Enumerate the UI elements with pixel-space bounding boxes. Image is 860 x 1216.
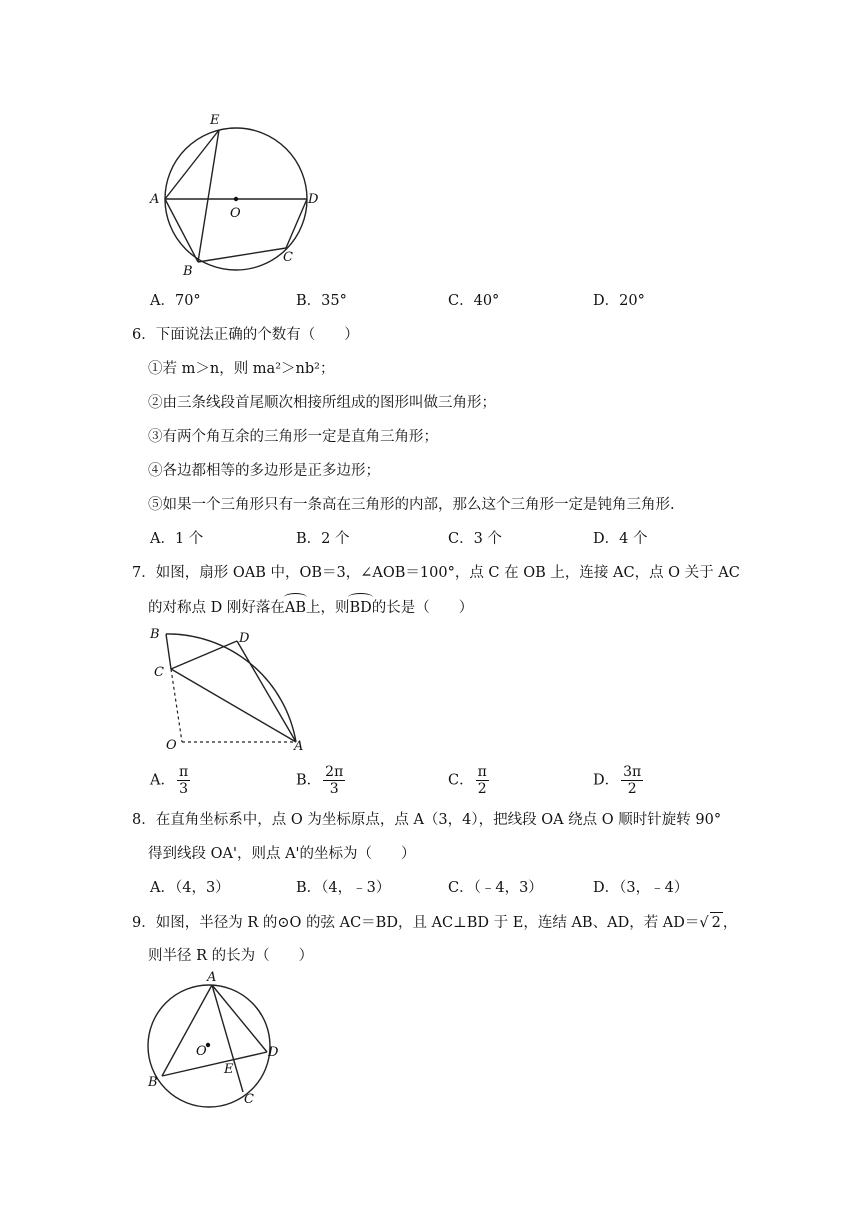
q6-item-3: ③有两个角互余的三角形一定是直角三角形； <box>148 429 438 445</box>
q8-option-c: C．（﹣4，3） <box>448 880 543 896</box>
q7-arc-ab: AB <box>284 600 306 616</box>
q7-option-a-letter: A． <box>150 772 175 789</box>
q9-stem-part-b: ， <box>722 915 738 931</box>
q7-stem-line1: 7．如图，扇形 OAB 中，OB＝3，∠AOB＝100°，点 C 在 OB 上，连接 AC，点 O 关于 AC <box>132 565 740 581</box>
q7-segment-co <box>171 669 182 742</box>
q7-option-b-den: 3 <box>329 781 339 797</box>
q5-option-a: A．70° <box>150 293 201 309</box>
q5-figure <box>140 108 330 278</box>
q7-option-c-letter: C． <box>448 772 474 789</box>
q5-chord-ab <box>165 199 198 262</box>
q5-label-b: B <box>183 264 193 278</box>
q6-option-c: C．3 个 <box>448 531 502 547</box>
q7-option-a <box>150 764 190 797</box>
q7-label-b: B <box>150 627 160 642</box>
q6-item-5: ⑤如果一个三角形只有一条高在三角形的内部，那么这个三角形一定是钝角三角形. <box>148 497 675 513</box>
q6-option-d: D．4 个 <box>593 531 648 547</box>
q8-option-b: B．（4，﹣3） <box>296 880 391 896</box>
q7-option-d-frac <box>621 764 643 797</box>
q9-sqrt-value: 2 <box>710 912 723 933</box>
q7-option-d <box>593 764 643 797</box>
q7-option-c-den: 2 <box>477 781 487 797</box>
q5-chord-cd <box>286 199 307 248</box>
q6-item-4: ④各边都相等的多边形是正多边形； <box>148 463 380 479</box>
q7-label-c: C <box>154 665 164 680</box>
q6-option-a: A．1 个 <box>150 531 204 547</box>
q5-chord-eb <box>198 130 219 262</box>
q7-stem-part-a: 的对称点 D 刚好落在 <box>148 600 285 616</box>
q9-sqrt-sign: √ <box>699 915 709 931</box>
q5-center-dot <box>234 197 238 201</box>
q6-stem: 6．下面说法正确的个数有（ ） <box>132 327 359 343</box>
q7-option-c <box>448 764 489 797</box>
q9-label-d: D <box>268 1045 279 1060</box>
q7-stem-part-b: 上，则 <box>305 600 350 616</box>
q7-option-d-den: 2 <box>627 781 637 797</box>
q5-label-a: A <box>150 192 160 207</box>
q7-option-a-num: π <box>178 764 189 780</box>
q7-option-b <box>296 764 345 797</box>
q9-stem-line2: 则半径 R 的长为（ ） <box>148 948 314 964</box>
q9-label-e: E <box>224 1062 234 1077</box>
q9-label-a: A <box>207 970 217 985</box>
q9-stem-part-a: 9．如图，半径为 R 的⊙O 的弦 AC＝BD，且 AC⊥BD 于 E，连结 AB、AD，若 AD＝ <box>132 915 700 931</box>
q9-figure <box>140 970 290 1110</box>
q5-option-b: B．35° <box>296 293 347 309</box>
q7-option-c-frac <box>476 764 489 797</box>
q7-option-a-den: 3 <box>179 781 189 797</box>
q7-option-b-letter: B． <box>296 772 322 789</box>
q7-segment-cd <box>171 641 237 669</box>
q5-label-d: D <box>308 192 319 207</box>
q7-option-b-frac <box>323 764 345 797</box>
q5-chord-ae <box>165 130 219 199</box>
q8-stem-line1: 8．在直角坐标系中，点 O 为坐标原点，点 A（3，4），把线段 OA 绕点 O 顺时针旋转 90° <box>132 812 722 828</box>
q7-stem-line2 <box>148 598 473 618</box>
q7-segment-ca <box>171 669 296 742</box>
q7-figure <box>140 622 315 754</box>
q8-option-d: D．（3，﹣4） <box>593 880 689 896</box>
q7-segment-da <box>237 641 296 742</box>
q9-chord-bd <box>162 1052 267 1076</box>
q9-label-c: C <box>244 1092 254 1107</box>
q7-label-o: O <box>166 738 177 753</box>
q5-label-o: O <box>230 206 241 221</box>
q5-label-e: E <box>210 113 220 128</box>
q7-option-d-letter: D． <box>593 772 620 789</box>
q7-option-d-num: 3π <box>623 764 642 780</box>
q7-label-d: D <box>239 631 250 646</box>
q6-item-1: ①若 m＞n，则 ma²＞nb²； <box>148 361 335 377</box>
q6-option-b: B．2 个 <box>296 531 350 547</box>
q9-chord-ad <box>212 985 267 1052</box>
q5-label-c: C <box>283 250 293 265</box>
q5-option-c: C．40° <box>448 293 500 309</box>
q7-segment-bc <box>166 634 171 669</box>
q6-item-2: ②由三条线段首尾顺次相接所组成的图形叫做三角形； <box>148 395 496 411</box>
q5-option-d: D．20° <box>593 293 645 309</box>
q7-option-b-num: 2π <box>325 764 344 780</box>
q8-stem-line2: 得到线段 OA'，则点 A'的坐标为（ ） <box>148 846 416 862</box>
q9-stem-line1 <box>132 912 737 933</box>
q7-arc-bd: BD <box>349 600 372 616</box>
q7-label-a: A <box>294 739 304 754</box>
q7-option-a-frac <box>177 764 190 797</box>
q9-label-o: O <box>196 1044 207 1059</box>
q7-sector-arc <box>166 634 296 742</box>
q8-option-a: A．（4，3） <box>150 880 230 896</box>
q7-option-c-num: π <box>477 764 487 780</box>
q7-stem-part-c: 的长是（ ） <box>371 600 474 616</box>
q9-label-b: B <box>148 1075 158 1090</box>
